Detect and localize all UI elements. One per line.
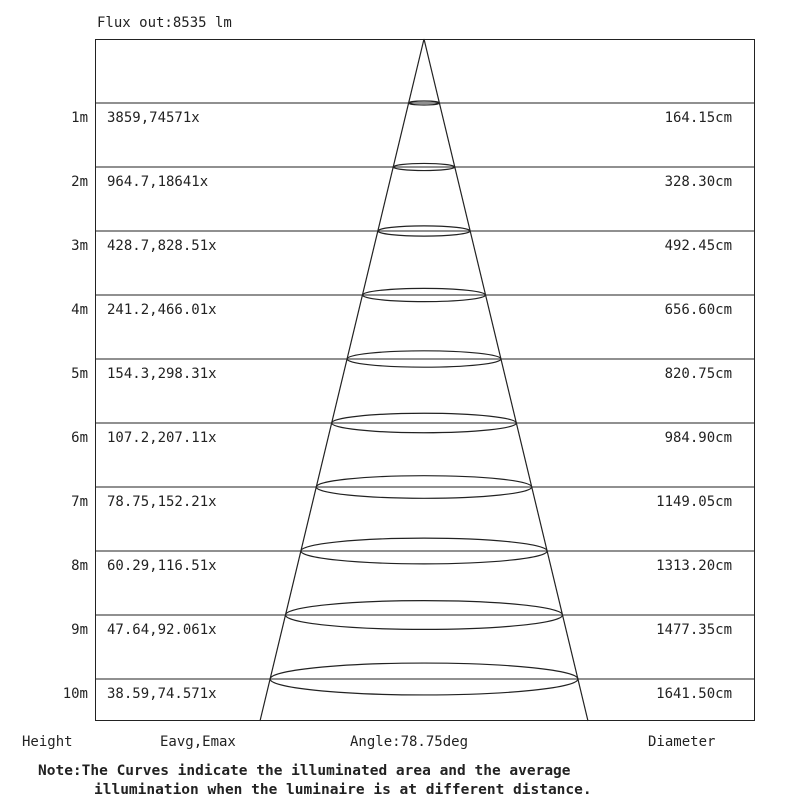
height-column-label: Height	[22, 734, 73, 750]
cone-left-edge	[260, 39, 424, 721]
row-height-label: 3m	[71, 238, 88, 254]
row-diameter-value: 1149.05cm	[656, 494, 732, 510]
row-illuminance-value: 428.7,828.51x	[107, 238, 217, 254]
row-diameter-value: 164.15cm	[664, 110, 732, 126]
row-height-label: 7m	[71, 494, 88, 510]
row-diameter-value: 492.45cm	[664, 238, 732, 254]
row-height-label: 1m	[71, 110, 88, 126]
note-line-2: illumination when the luminaire is at different distance.	[94, 782, 592, 798]
row-height-label: 8m	[71, 558, 88, 574]
row-diameter-value: 984.90cm	[664, 430, 732, 446]
row-illuminance-value: 3859,74571x	[107, 110, 200, 126]
row-height-label: 6m	[71, 430, 88, 446]
row-illuminance-value: 154.3,298.31x	[107, 366, 217, 382]
row-diameter-value: 328.30cm	[664, 174, 732, 190]
row-diameter-value: 1641.50cm	[656, 686, 732, 702]
row-illuminance-value: 107.2,207.11x	[107, 430, 217, 446]
row-height-label: 5m	[71, 366, 88, 382]
row-diameter-value: 820.75cm	[664, 366, 732, 382]
row-height-label: 9m	[71, 622, 88, 638]
row-illuminance-value: 38.59,74.571x	[107, 686, 217, 702]
beam-angle-label: Angle:78.75deg	[350, 734, 469, 750]
row-illuminance-value: 47.64,92.061x	[107, 622, 217, 638]
diameter-column-label: Diameter	[648, 734, 716, 750]
row-diameter-value: 1477.35cm	[656, 622, 732, 638]
row-illuminance-value: 964.7,18641x	[107, 174, 209, 190]
row-height-label: 4m	[71, 302, 88, 318]
row-diameter-value: 1313.20cm	[656, 558, 732, 574]
row-illuminance-value: 78.75,152.21x	[107, 494, 217, 510]
eavg-column-label: Eavg,Emax	[160, 734, 236, 750]
row-height-label: 10m	[62, 686, 88, 702]
row-illuminance-value: 241.2,466.01x	[107, 302, 217, 318]
row-diameter-value: 656.60cm	[664, 302, 732, 318]
flux-output-label: Flux out:8535 lm	[97, 15, 232, 31]
row-illuminance-value: 60.29,116.51x	[107, 558, 217, 574]
note-line-1: Note:The Curves indicate the illuminated area and the average	[38, 763, 571, 779]
row-height-label: 2m	[71, 174, 88, 190]
cone-right-edge	[424, 39, 588, 721]
